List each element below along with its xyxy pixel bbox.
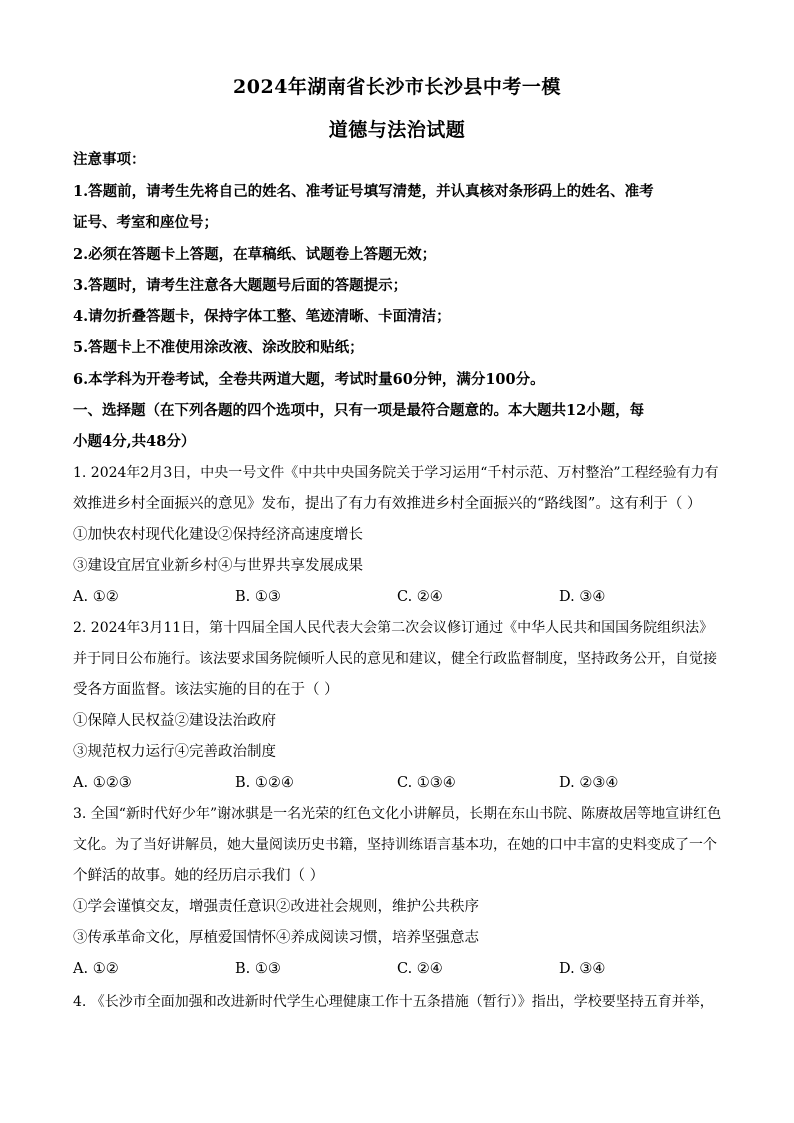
note-line: 2.必须在答题卡上答题，在草稿纸、试题卷上答题无效； — [73, 246, 437, 263]
exam-subtitle: 道德与法治试题 — [328, 119, 466, 141]
question-2-statements: ①保障人民权益②建设法治政府 — [73, 713, 276, 729]
question-3-options — [73, 959, 723, 979]
question-1-text: 效推进乡村全面振兴的意见》发布，提出了有力有效推进乡村全面振兴的“路线图”。这有利于（ ） — [73, 496, 702, 512]
question-3-statements: ①学会谨慎交友，增强责任意识②改进社会规则，维护公共秩序 — [73, 899, 479, 915]
question-2-text: 受各方面监督。该法实施的目的在于（ ） — [73, 682, 339, 698]
question-2-options — [73, 773, 723, 793]
question-1-text: 1. 2024年2月3日，中央一号文件《中共中央国务院关于学习运用“千村示范、万村整治”工程经验有力有 — [73, 465, 719, 481]
option-a: A. ①② — [73, 961, 119, 977]
question-3-text: 个鲜活的故事。她的经历启示我们（ ） — [73, 868, 325, 884]
option-d: D. ②③④ — [559, 775, 619, 791]
option-b: B. ①②④ — [235, 775, 294, 791]
question-3-text: 3. 全国“新时代好少年”谢冰骐是一名光荣的红色文化小讲解员，长期在东山书院、陈赓故居等地宣讲红色 — [73, 806, 722, 822]
note-line: 1.答题前，请考生先将自己的姓名、准考证号填写清楚，并认真核对条形码上的姓名、准考 — [73, 183, 654, 200]
section-heading: 小题4分,共48分） — [73, 433, 196, 450]
notes-heading: 注意事项： — [73, 151, 146, 168]
option-c: C. ①③④ — [397, 775, 456, 791]
question-1-options — [73, 587, 723, 607]
question-3-statements: ③传承革命文化，厚植爱国情怀④养成阅读习惯，培养坚强意志 — [73, 930, 479, 946]
option-c: C. ②④ — [397, 961, 443, 977]
note-line: 证号、考室和座位号； — [73, 214, 218, 231]
exam-title: 2024年湖南省长沙市长沙县中考一模 — [233, 76, 561, 98]
note-line: 4.请勿折叠答题卡，保持字体工整、笔迹清晰、卡面清洁； — [73, 308, 451, 325]
option-c: C. ②④ — [397, 589, 443, 605]
question-2-text: 2. 2024年3月11日，第十四届全国人民代表大会第二次会议修订通过《中华人民共和国国务院组织法》 — [73, 620, 714, 636]
note-line: 5.答题卡上不准使用涂改液、涂改胶和贴纸； — [73, 339, 364, 356]
option-d: D. ③④ — [559, 961, 606, 977]
question-2-statements: ③规范权力运行④完善政治制度 — [73, 744, 276, 760]
question-1-statements: ③建设宜居宜业新乡村④与世界共享发展成果 — [73, 558, 363, 574]
note-line: 6.本学科为开卷考试，全卷共两道大题，考试时量60分钟，满分100分。 — [73, 371, 545, 388]
note-line: 3.答题时，请考生注意各大题题号后面的答题提示； — [73, 277, 408, 294]
question-3-text: 文化。为了当好讲解员，她大量阅读历史书籍，坚持训练语言基本功，在她的口中丰富的史料变成了一个 — [73, 837, 717, 853]
option-a: A. ①②③ — [73, 775, 132, 791]
question-2-text: 并于同日公布施行。该法要求国务院倾听人民的意见和建议，健全行政监督制度，坚持政务公开，自觉接 — [73, 651, 717, 667]
option-b: B. ①③ — [235, 589, 281, 605]
option-a: A. ①② — [73, 589, 119, 605]
option-d: D. ③④ — [559, 589, 606, 605]
question-4-text: 4. 《长沙市全面加强和改进新时代学生心理健康工作十五条措施（暂行）》指出，学校要坚持五育并举， — [73, 994, 714, 1010]
option-b: B. ①③ — [235, 961, 281, 977]
question-1-statements: ①加快农村现代化建设②保持经济高速度增长 — [73, 527, 363, 543]
section-heading: 一、选择题（在下列各题的四个选项中，只有一项是最符合题意的。本大题共12小题，每 — [73, 402, 645, 419]
